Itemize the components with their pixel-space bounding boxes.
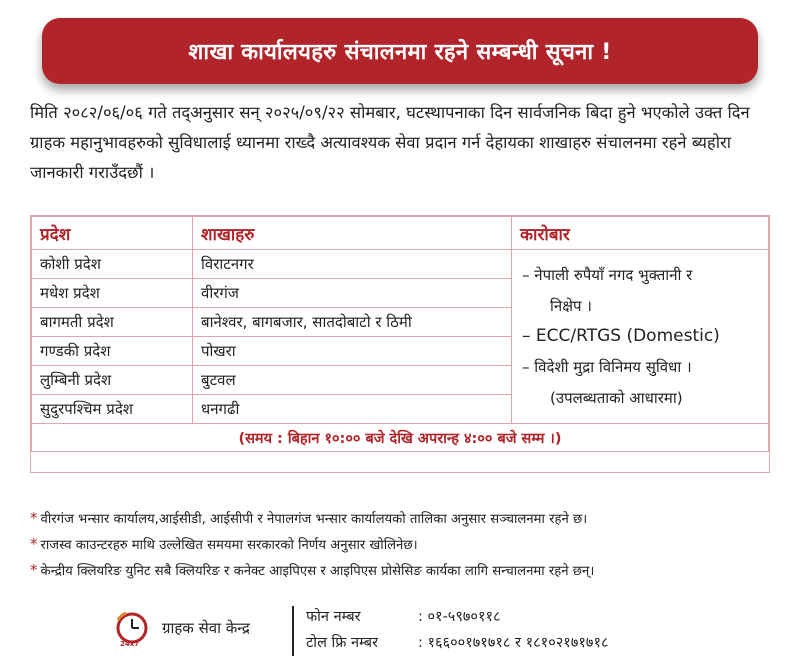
province-cell: कोशी प्रदेश <box>32 250 193 279</box>
phone-number[interactable]: : ०१-५९७०११८ <box>418 609 501 625</box>
service-cash: – नेपाली रुपैयाँ नगद भुक्तानी र <box>522 266 693 284</box>
province-cell: मधेश प्रदेश <box>32 279 193 308</box>
intro-paragraph: मिति २०८२/०६/०६ गते तद्अनुसार सन् २०२५/०९/२२ सोमबार, घटस्थापनाका दिन सार्वजनिक बिदा हुने भएकोले उक्त दिन ग्राहक महानुभावहरुको सुविधालाई ध्यानमा राख्दै अत्यावश्यक सेवा प्रदान गर्न देहायका शाखाहरु संचालनमा रहने ब्यहोरा जानकारी गराउँदछौं । <box>30 103 750 182</box>
customer-care-label: ग्राहक सेवा केन्द्र <box>162 619 250 637</box>
header-branches: शाखाहरु <box>193 217 512 250</box>
time-row <box>32 424 769 452</box>
province-cell: सुदुरपश्चिम प्रदेश <box>32 395 193 424</box>
branch-cell: वीरगंज <box>193 279 512 308</box>
branch-cell: बुटवल <box>193 366 512 395</box>
note-marker: * <box>30 561 38 579</box>
table-row <box>32 250 769 279</box>
header-province: प्रदेश <box>32 217 193 250</box>
tollfree-line <box>306 632 609 652</box>
service-ecc-rtgs: – ECC/RTGS (Domestic) <box>522 326 720 346</box>
branch-cell: पोखरा <box>193 337 512 366</box>
note-item <box>30 508 790 534</box>
service-forex-note: (उपलब्धताको आधारमा) <box>550 389 683 407</box>
note-text: राजस्व काउन्टरहरु माथि उल्लेखित समयमा सरकारको निर्णय अनुसार खोलिनेछ। <box>40 538 418 553</box>
badge-24x7: 24x7 <box>120 640 140 648</box>
phone-line <box>306 606 501 626</box>
service-forex: – विदेशी मुद्रा विनिमय सुविधा । <box>522 358 692 376</box>
customer-care-footer <box>110 602 710 656</box>
branch-cell: धनगढी <box>193 395 512 424</box>
note-item <box>30 560 790 586</box>
notes-list <box>30 508 790 586</box>
note-marker: * <box>30 535 38 553</box>
province-cell: लुम्बिनी प्रदेश <box>32 366 193 395</box>
service-cash-cont: निक्षेप । <box>550 297 592 315</box>
phone-label: फोन नम्बर <box>306 609 361 625</box>
province-cell: गण्डकी प्रदेश <box>32 337 193 366</box>
services-cell <box>512 250 769 424</box>
note-item <box>30 534 790 560</box>
notice-title: शाखा कार्यालयहरु संचालनमा रहने सम्बन्धी सूचना ! <box>188 40 612 65</box>
note-text: केन्द्रीय क्लियरिङ युनिट सबै क्लियरिङ र कनेक्ट आइपिएस र आइपिएस प्रोसेसिङ कार्यका लागि सन्चालनमा रहने छन्। <box>40 564 595 579</box>
footer-divider <box>292 606 294 656</box>
branch-cell: विराटनगर <box>193 250 512 279</box>
note-marker: * <box>30 509 38 527</box>
tollfree-number[interactable]: : १६६००१७१७१८ र १८१०२१७१७१८ <box>418 635 609 651</box>
tollfree-label: टोल फ्रि नम्बर <box>306 635 379 651</box>
note-text: वीरगंज भन्सार कार्यालय,आईसीडी, आईसीपी र नेपालगंज भन्सार कार्यालयको तालिका अनुसार सञ्चालनमा रहने छ। <box>40 512 588 527</box>
branch-cell: बानेश्वर, बागबजार, सातदोबाटो र ठिमी <box>193 308 512 337</box>
notice-title-banner <box>42 18 758 84</box>
province-cell: बागमती प्रदेश <box>32 308 193 337</box>
branch-table <box>30 215 770 473</box>
header-services: कारोबार <box>512 217 769 250</box>
table-header-row <box>32 217 769 250</box>
service-hours: (समय : बिहान १०:०० बजे देखि अपरान्ह ४:०० बजे सम्म ।) <box>32 424 769 452</box>
